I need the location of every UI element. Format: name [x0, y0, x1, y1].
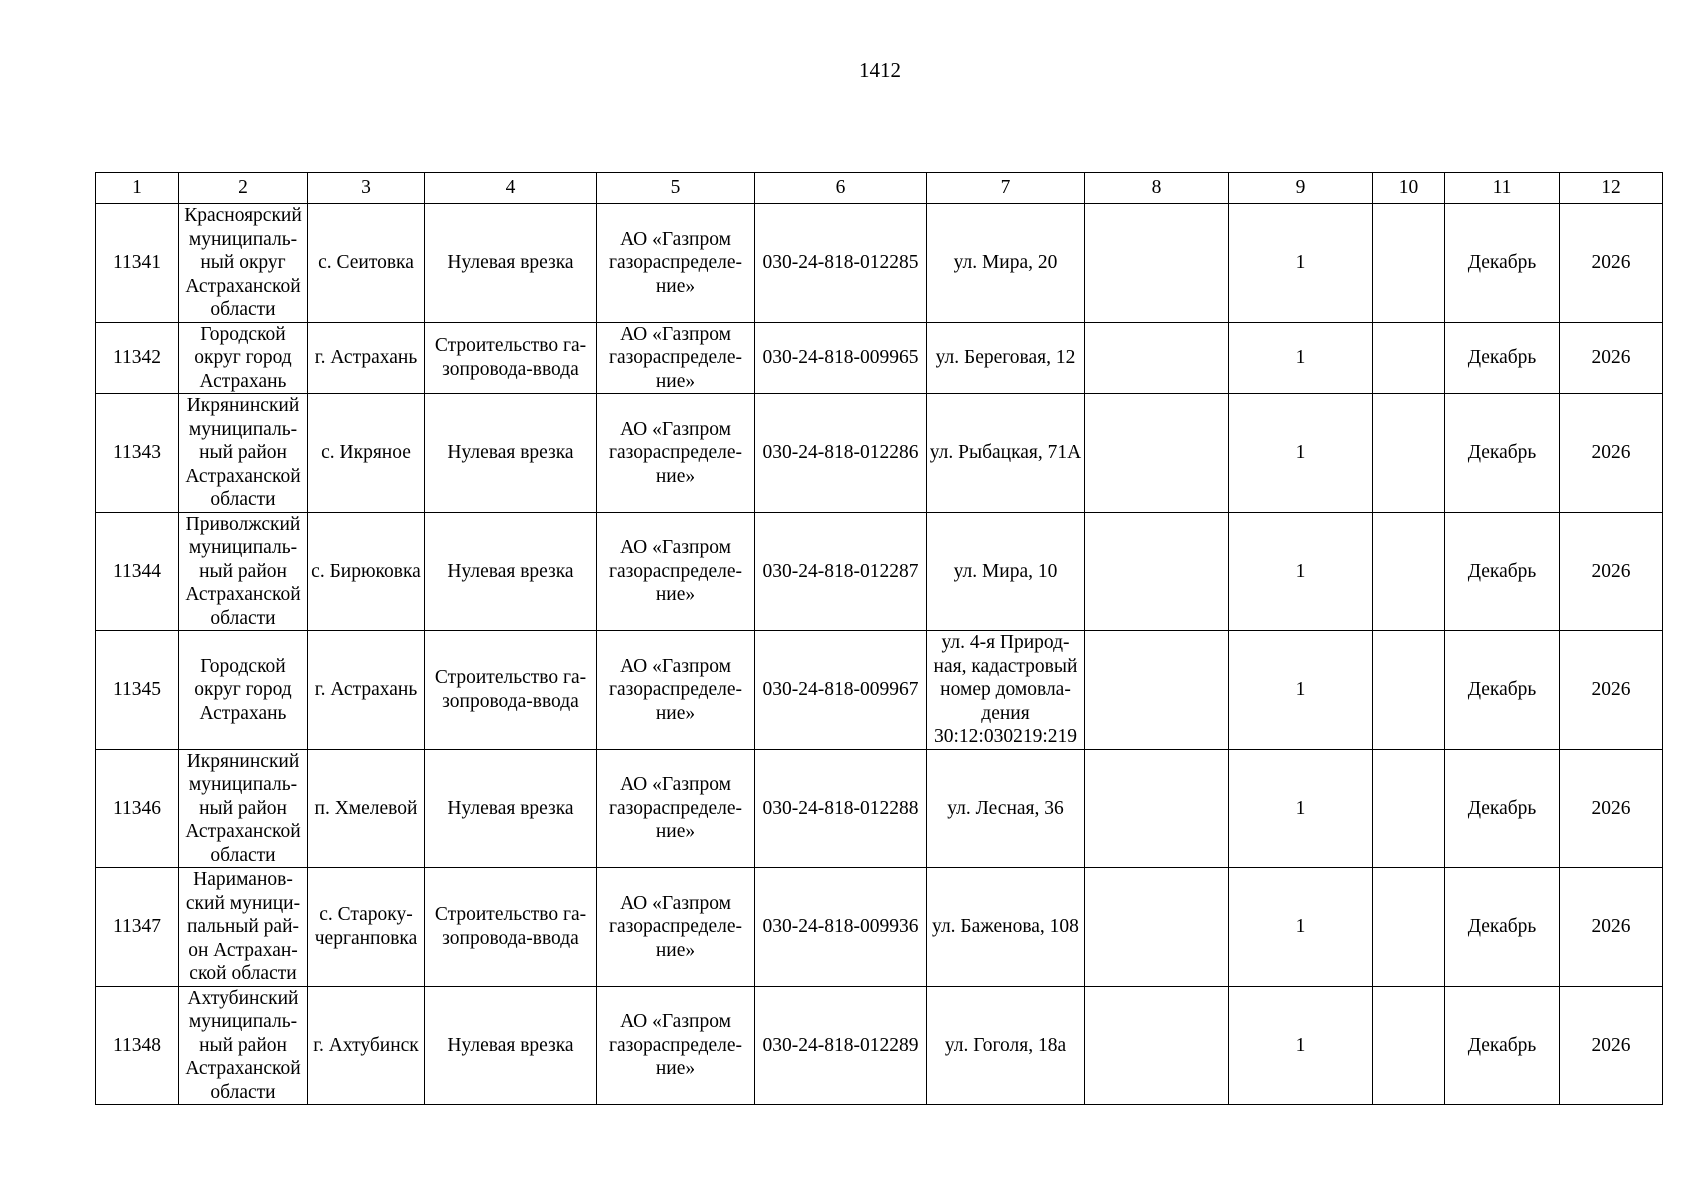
settlement-cell: г. Ахтубинск	[308, 986, 425, 1105]
month-cell: Декабрь	[1445, 749, 1560, 868]
organization-cell: АО «Газпром газораспределе-ние»	[597, 868, 755, 987]
count-cell: 1	[1229, 394, 1373, 513]
organization-cell: АО «Газпром газораспределе-ние»	[597, 749, 755, 868]
month-cell: Декабрь	[1445, 986, 1560, 1105]
municipality-cell: Приволжский муниципаль-ный район Астраханской области	[179, 512, 308, 631]
empty-cell	[1373, 394, 1445, 513]
registry-table	[95, 172, 1663, 1105]
work-type-cell: Строительство га-зопровода-ввода	[425, 631, 597, 750]
empty-cell	[1373, 749, 1445, 868]
work-type-cell: Строительство га-зопровода-ввода	[425, 868, 597, 987]
row-number: 11341	[96, 204, 179, 323]
address-cell: ул. Гоголя, 18а	[927, 986, 1085, 1105]
page-number: 1412	[859, 58, 901, 82]
empty-cell	[1085, 322, 1229, 394]
municipality-cell: Икрянинский муниципаль-ный район Астраханской области	[179, 749, 308, 868]
count-cell: 1	[1229, 631, 1373, 750]
month-cell: Декабрь	[1445, 204, 1560, 323]
empty-cell	[1373, 512, 1445, 631]
year-cell: 2026	[1560, 394, 1663, 513]
id-cell: 030-24-818-012287	[755, 512, 927, 631]
count-cell: 1	[1229, 512, 1373, 631]
id-cell: 030-24-818-012286	[755, 394, 927, 513]
settlement-cell: с. Сеитовка	[308, 204, 425, 323]
month-cell: Декабрь	[1445, 394, 1560, 513]
column-header: 12	[1560, 173, 1663, 204]
column-header: 10	[1373, 173, 1445, 204]
empty-cell	[1085, 868, 1229, 987]
row-number: 11343	[96, 394, 179, 513]
empty-cell	[1085, 631, 1229, 750]
column-header: 8	[1085, 173, 1229, 204]
count-cell: 1	[1229, 322, 1373, 394]
municipality-cell: Городской округ город Астрахань	[179, 631, 308, 750]
column-header: 1	[96, 173, 179, 204]
header-row	[96, 173, 1663, 204]
empty-cell	[1085, 512, 1229, 631]
address-cell: ул. Рыбацкая, 71А	[927, 394, 1085, 513]
month-cell: Декабрь	[1445, 868, 1560, 987]
table-row	[96, 986, 1663, 1105]
organization-cell: АО «Газпром газораспределе-ние»	[597, 204, 755, 323]
address-cell: ул. Мира, 20	[927, 204, 1085, 323]
empty-cell	[1085, 204, 1229, 323]
row-number: 11346	[96, 749, 179, 868]
work-type-cell: Нулевая врезка	[425, 986, 597, 1105]
address-cell: ул. Баженова, 108	[927, 868, 1085, 987]
row-number: 11348	[96, 986, 179, 1105]
month-cell: Декабрь	[1445, 512, 1560, 631]
settlement-cell: п. Хмелевой	[308, 749, 425, 868]
column-header: 4	[425, 173, 597, 204]
id-cell: 030-24-818-012288	[755, 749, 927, 868]
municipality-cell: Ахтубинский муниципаль-ный район Астраханской области	[179, 986, 308, 1105]
row-number: 11344	[96, 512, 179, 631]
count-cell: 1	[1229, 204, 1373, 323]
work-type-cell: Строительство га-зопровода-ввода	[425, 322, 597, 394]
column-header: 2	[179, 173, 308, 204]
settlement-cell: с. Бирюковка	[308, 512, 425, 631]
count-cell: 1	[1229, 749, 1373, 868]
count-cell: 1	[1229, 986, 1373, 1105]
settlement-cell: г. Астрахань	[308, 631, 425, 750]
organization-cell: АО «Газпром газораспределе-ние»	[597, 986, 755, 1105]
year-cell: 2026	[1560, 749, 1663, 868]
work-type-cell: Нулевая врезка	[425, 512, 597, 631]
table-row	[96, 204, 1663, 323]
id-cell: 030-24-818-009965	[755, 322, 927, 394]
empty-cell	[1085, 749, 1229, 868]
id-cell: 030-24-818-012285	[755, 204, 927, 323]
address-cell: ул. Мира, 10	[927, 512, 1085, 631]
empty-cell	[1373, 322, 1445, 394]
settlement-cell: г. Астрахань	[308, 322, 425, 394]
empty-cell	[1373, 868, 1445, 987]
year-cell: 2026	[1560, 204, 1663, 323]
year-cell: 2026	[1560, 512, 1663, 631]
municipality-cell: Красноярский муниципаль-ный округ Астраханской области	[179, 204, 308, 323]
settlement-cell: с. Староку-черганповка	[308, 868, 425, 987]
empty-cell	[1085, 394, 1229, 513]
column-header: 9	[1229, 173, 1373, 204]
organization-cell: АО «Газпром газораспределе-ние»	[597, 631, 755, 750]
organization-cell: АО «Газпром газораспределе-ние»	[597, 394, 755, 513]
empty-cell	[1373, 204, 1445, 323]
empty-cell	[1085, 986, 1229, 1105]
address-cell: ул. Береговая, 12	[927, 322, 1085, 394]
id-cell: 030-24-818-012289	[755, 986, 927, 1105]
organization-cell: АО «Газпром газораспределе-ние»	[597, 512, 755, 631]
year-cell: 2026	[1560, 868, 1663, 987]
settlement-cell: с. Икряное	[308, 394, 425, 513]
year-cell: 2026	[1560, 986, 1663, 1105]
id-cell: 030-24-818-009967	[755, 631, 927, 750]
table-row	[96, 322, 1663, 394]
row-number: 11347	[96, 868, 179, 987]
municipality-cell: Икрянинский муниципаль-ный район Астраханской области	[179, 394, 308, 513]
month-cell: Декабрь	[1445, 631, 1560, 750]
municipality-cell: Городской округ город Астрахань	[179, 322, 308, 394]
work-type-cell: Нулевая врезка	[425, 394, 597, 513]
table-row	[96, 512, 1663, 631]
empty-cell	[1373, 986, 1445, 1105]
count-cell: 1	[1229, 868, 1373, 987]
work-type-cell: Нулевая врезка	[425, 749, 597, 868]
column-header: 7	[927, 173, 1085, 204]
address-cell: ул. 4-я Природ-ная, кадастровый номер домовла-дения 30:12:030219:219	[927, 631, 1085, 750]
column-header: 6	[755, 173, 927, 204]
table-row	[96, 749, 1663, 868]
organization-cell: АО «Газпром газораспределе-ние»	[597, 322, 755, 394]
row-number: 11342	[96, 322, 179, 394]
address-cell: ул. Лесная, 36	[927, 749, 1085, 868]
empty-cell	[1373, 631, 1445, 750]
column-header: 11	[1445, 173, 1560, 204]
municipality-cell: Нариманов-ский муници-пальный рай-он Астрахан-ской области	[179, 868, 308, 987]
id-cell: 030-24-818-009936	[755, 868, 927, 987]
month-cell: Декабрь	[1445, 322, 1560, 394]
column-header: 3	[308, 173, 425, 204]
row-number: 11345	[96, 631, 179, 750]
year-cell: 2026	[1560, 322, 1663, 394]
column-header: 5	[597, 173, 755, 204]
table-row	[96, 868, 1663, 987]
work-type-cell: Нулевая врезка	[425, 204, 597, 323]
table-row	[96, 394, 1663, 513]
year-cell: 2026	[1560, 631, 1663, 750]
table-row	[96, 631, 1663, 750]
